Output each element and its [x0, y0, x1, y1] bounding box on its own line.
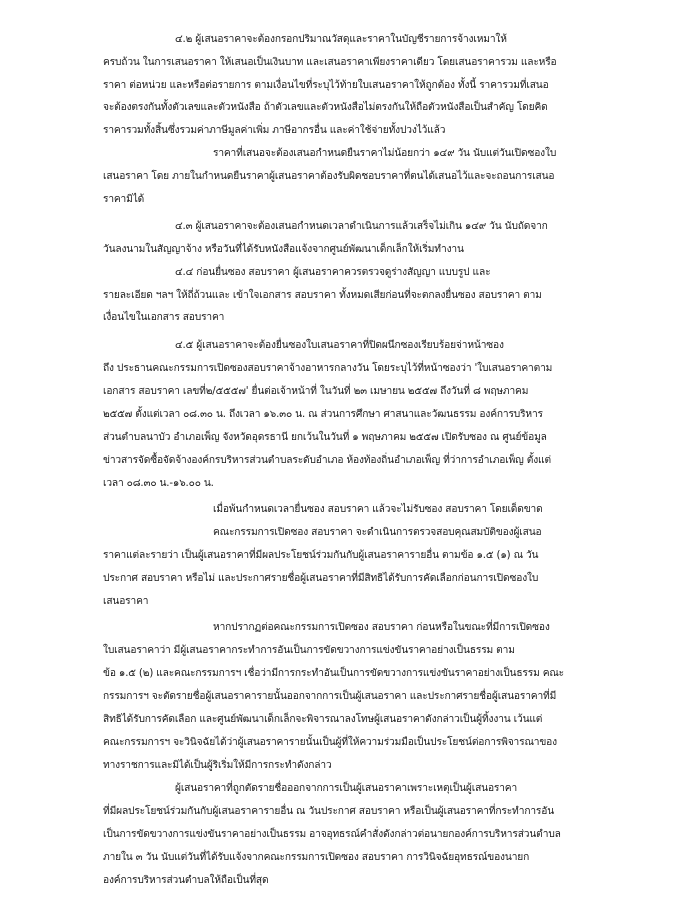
text-line: ๔.๔ ก่อนยื่นซอง สอบราคา ผู้เสนอราคาควรตรวจดูร่างสัญญา แบบรูป และ [175, 267, 491, 278]
text-line: ๔.๒ ผู้เสนอราคาจะต้องกรอกปริมาณวัสดุและราคาในบัญชีรายการจ้างเหมาให้ [175, 34, 507, 45]
text-line: คณะกรรมการเปิดซอง สอบราคา จะดำเนินการตรวจสอบคุณสมบัติของผู้เสนอ [213, 527, 542, 538]
text-line: ราคารวมทั้งสิ้นซึ่งรวมค่าภาษีมูลค่าเพิ่ม ภาษีอากรอื่น และค่าใช้จ่ายทั้งปวงไว้แล้ว [103, 125, 446, 136]
text-line: ราคา ต่อหน่วย และหรือต่อรายการ ตามเงื่อนไขที่ระบุไว้ท้ายใบเสนอราคาให้ถูกต้อง ทั้งนี้ ราคารวมที่เสนอ [103, 80, 549, 91]
text-line: ราคาแต่ละรายว่า เป็นผู้เสนอราคาที่มีผลประโยชน์ร่วมกันกับผู้เสนอราคารายอื่น ตามข้อ ๑.๕ (๑) ณ วัน [103, 550, 539, 561]
text-line: ส่วนตำบลนาบัว อำเภอเพ็ญ จังหวัดอุดรธานี ยกเว้นในวันที่ ๑ พฤษภาคม ๒๕๕๗ เปิดรับซอง ณ ศูนย์ข้อมูล [103, 432, 547, 443]
text-line: ภายใน ๓ วัน นับแต่วันที่ได้รับแจ้งจากคณะกรรมการเปิดซอง สอบราคา การวินิจฉัยอุทธรณ์ของนายก [103, 852, 530, 863]
text-line: ถึง ประธานคณะกรรมการเปิดซองสอบราคาจ้างอาหารกลางวัน โดยระบุไว้ที่หน้าซองว่า 'ใบเสนอราคาตาม [103, 363, 553, 374]
text-line: ข้อ ๑.๕ (๒) และคณะกรรมการฯ เชื่อว่ามีการกระทำอันเป็นการขัดขวางการแข่งขันราคาอย่างเป็นธรรม คณะ [103, 668, 565, 679]
text-line: ข่าวสารจัดซื้อจัดจ้างองค์กรบริหารส่วนตำบลระดับอำเภอ ห้องท้องถิ่นอำเภอเพ็ญ ที่ว่าการอำเภอเพ็ญ ตั้งแต่ [103, 455, 551, 466]
text-line: หากปรากฏต่อคณะกรรมการเปิดซอง สอบราคา ก่อนหรือในขณะที่มีการเปิดซอง [213, 622, 550, 633]
text-line: ประกาศ สอบราคา หรือไม่ และประกาศรายชื่อผู้เสนอราคาที่มีสิทธิได้รับการคัดเลือกก่อนการเปิดซองใบ [103, 573, 539, 584]
text-line: ราคาที่เสนอจะต้องเสนอกำหนดยืนราคาไม่น้อยกว่า ๑๔๙ วัน นับแต่วันเปิดซองใบ [213, 148, 557, 159]
text-line: เงื่อนไขในเอกสาร สอบราคา [103, 312, 225, 323]
text-line: องค์การบริหารส่วนตำบลให้ถือเป็นที่สุด [103, 875, 269, 886]
text-line: เวลา ๐๘.๓๐ น.-๑๖.๐๐ น. [103, 478, 214, 489]
text-line: เป็นการขัดขวางการแข่งขันราคาอย่างเป็นธรรม อาจอุทธรณ์คำสั่งดังกล่าวต่อนายกองค์การบริหารส่วนตำบล [103, 829, 561, 840]
text-line: คณะกรรมการฯ จะวินิจฉัยได้ว่าผู้เสนอราคารายนั้นเป็นผู้ที่ให้ความร่วมมือเป็นประโยชน์ต่อการพิจารณาของ [103, 737, 557, 748]
text-line: ราคามิได้ [103, 194, 145, 205]
text-line: วันลงนามในสัญญาจ้าง หรือวันที่ได้รับหนังสือแจ้งจากศูนย์พัฒนาเด็กเล็กให้เริ่มทำงาน [103, 244, 464, 255]
text-line: ที่มีผลประโยชน์ร่วมกันกับผู้เสนอราคารายอื่น ณ วันประกาศ สอบราคา หรือเป็นผู้เสนอราคาที่กระทำการอัน [103, 806, 555, 817]
text-line: ใบเสนอราคาว่า มีผู้เสนอราคากระทำการอันเป็นการขัดขวางการแข่งขันราคาอย่างเป็นธรรม ตาม [103, 645, 515, 656]
text-line: ๔.๓ ผู้เสนอราคาจะต้องเสนอกำหนดเวลาดำเนินการแล้วเสร็จไม่เกิน ๑๔๙ วัน นับถัดจาก [175, 221, 548, 232]
text-line: ๒๕๕๗ ตั้งแต่เวลา ๐๘.๓๐ น. ถึงเวลา ๑๖.๓๐ น. ณ ส่วนการศึกษา ศาสนาและวัฒนธรรม องค์การบริหาร [103, 409, 543, 420]
text-line: เอกสาร สอบราคา เลขที่๒/๕๕๕๗' ยื่นต่อเจ้าหน้าที่ ในวันที่ ๒๓ เมษายน ๒๕๕๗ ถึงวันที่ ๘ พฤษภาคม [103, 386, 529, 397]
text-line: ครบถ้วน ในการเสนอราคา ให้เสนอเป็นเงินบาท และเสนอราคาเพียงราคาเดียว โดยเสนอราคารวม และหรือ [103, 57, 557, 68]
text-line: รายละเอียด ฯลฯ ให้ถี่ถ้วนและ เข้าใจเอกสาร สอบราคา ทั้งหมดเสียก่อนที่จะตกลงยื่นซอง สอบราคา ตาม [103, 290, 542, 301]
text-line: ๔.๕ ผู้เสนอราคาจะต้องยื่นซองใบเสนอราคาที่ปิดผนึกซองเรียบร้อยจ่าหน้าซอง [175, 340, 504, 351]
text-line: ทางราชการและมิได้เป็นผู้ริเริ่มให้มีการกระทำดังกล่าว [103, 760, 332, 771]
text-line: เสนอราคา [103, 596, 149, 607]
text-line: เมื่อพ้นกำหนดเวลายื่นซอง สอบราคา แล้วจะไม่รับซอง สอบราคา โดยเด็ดขาด [213, 504, 543, 515]
text-line: กรรมการฯ จะตัดรายชื่อผู้เสนอราคารายนั้นออกจากการเป็นผู้เสนอราคา และประกาศรายชื่อผู้เสนอราคาที่มี [103, 691, 557, 702]
text-line: เสนอราคา โดย ภายในกำหนดยืนราคาผู้เสนอราคาต้องรับผิดชอบราคาที่ตนได้เสนอไว้และจะถอนการเสนอ [103, 171, 555, 182]
text-line: ผู้เสนอราคาที่ถูกตัดรายชื่อออกจากการเป็นผู้เสนอราคาเพราะเหตุเป็นผู้เสนอราคา [175, 783, 518, 794]
text-line: จะต้องตรงกันทั้งตัวเลขและตัวหนังสือ ถ้าตัวเลขและตัวหนังสือไม่ตรงกันให้ถือตัวหนังสือเป็นสำคัญ โดยคิด [103, 102, 548, 113]
text-line: สิทธิได้รับการคัดเลือก และศูนย์พัฒนาเด็กเล็กจะพิจารณาลงโทษผู้เสนอราคาดังกล่าวเป็นผู้ทิ้งงาน เว้นแต่ [103, 714, 543, 725]
